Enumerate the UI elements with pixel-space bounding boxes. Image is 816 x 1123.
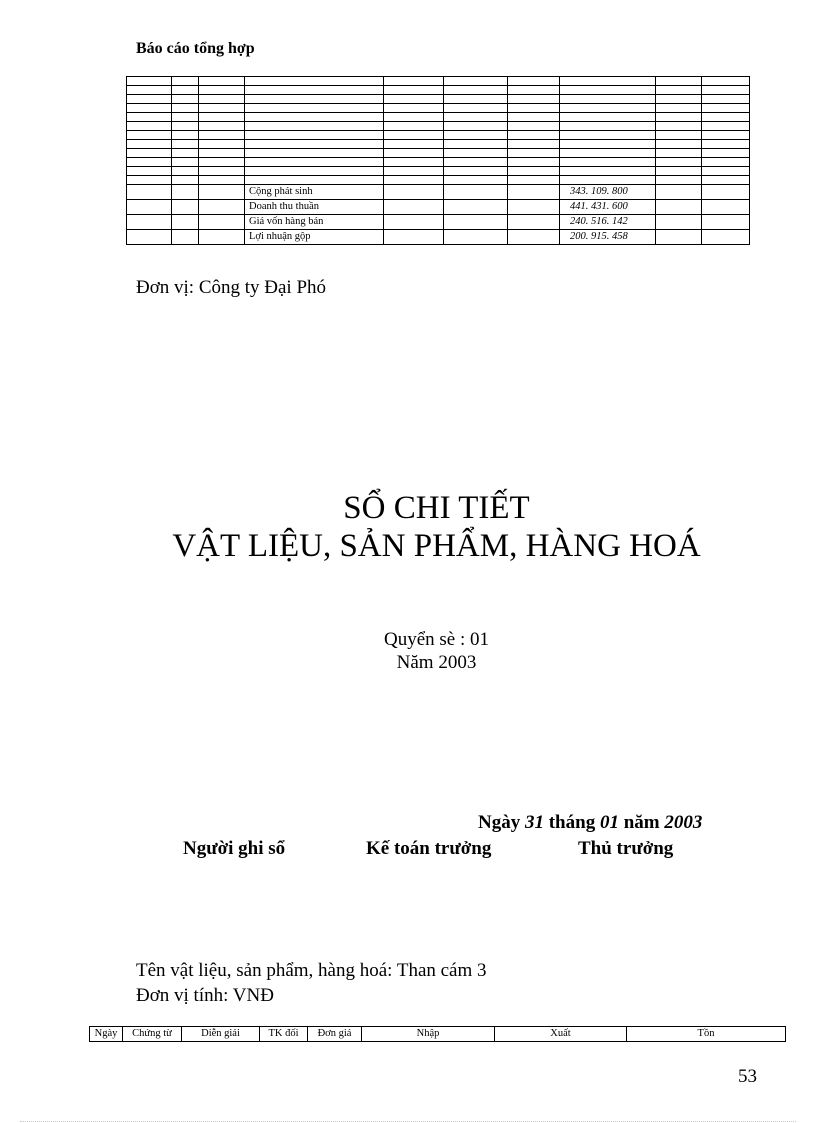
volume-number: Quyển sè : 01 [383, 629, 489, 650]
summary-value: 343. 109. 800 [560, 185, 656, 200]
signature-chief-accountant: Kế toán trưởng [366, 838, 492, 859]
ledger-col-voucher: Chứng từ [123, 1027, 182, 1042]
blank-row [127, 131, 750, 140]
summary-label: Giá vốn hàng bán [245, 215, 384, 230]
summary-label: Lợi nhuận gộp [245, 230, 384, 245]
date-prefix: Ngày [478, 812, 525, 833]
blank-row [127, 86, 750, 95]
ledger-col-import: Nhập [362, 1027, 495, 1042]
summary-row-gross-profit [127, 230, 750, 245]
summary-row-net-revenue [127, 200, 750, 215]
date-month-label: tháng [543, 812, 600, 833]
book-title-line1: SỔ CHI TIẾT [343, 490, 530, 526]
book-year: Năm 2003 [396, 652, 477, 673]
date-year-label: năm [618, 812, 665, 833]
item-unit-line: Đơn vị tính: VNĐ [136, 985, 274, 1006]
ledger-col-export: Xuất [495, 1027, 627, 1042]
date-month: 01 [599, 812, 619, 833]
summary-row-total-arising [127, 185, 750, 200]
date-day: 31 [524, 812, 544, 833]
blank-row [127, 77, 750, 86]
item-info [136, 958, 487, 1008]
blank-row [127, 158, 750, 167]
blank-row [127, 104, 750, 113]
date-line [478, 812, 702, 834]
blank-row [127, 167, 750, 176]
ledger-col-counter-account: TK đối [260, 1027, 308, 1042]
ledger-col-date: Ngày [90, 1027, 123, 1042]
page-number: 53 [738, 1066, 757, 1087]
date-year: 2003 [664, 812, 703, 833]
blank-row [127, 176, 750, 185]
ledger-header-row [90, 1027, 786, 1042]
ledger-col-unit-price: Đơn giá [308, 1027, 362, 1042]
summary-value: 200. 915. 458 [560, 230, 656, 245]
book-meta [0, 628, 816, 674]
summary-value: 441. 431. 600 [560, 200, 656, 215]
blank-row [127, 140, 750, 149]
summary-row-cost-of-goods [127, 215, 750, 230]
ledger-col-description: Diễn giải [182, 1027, 260, 1042]
signature-director: Thủ trưởng [578, 838, 674, 859]
ledger-col-balance: Tồn [627, 1027, 786, 1042]
company-unit-line: Đơn vị: Công ty Đại Phó [136, 277, 327, 298]
summary-label: Doanh thu thuần [245, 200, 384, 215]
blank-row [127, 113, 750, 122]
book-title [0, 489, 816, 565]
ledger-header-table [89, 1026, 786, 1042]
blank-row [127, 122, 750, 131]
item-name-line: Tên vật liệu, sản phẩm, hàng hoá: Than cám 3 [136, 960, 487, 981]
blank-row [127, 149, 750, 158]
report-title: Báo cáo tổng hợp [136, 40, 255, 57]
summary-label: Cộng phát sinh [245, 185, 384, 200]
summary-value: 240. 516. 142 [560, 215, 656, 230]
signature-recorder: Người ghi sổ [183, 838, 286, 859]
blank-row [127, 95, 750, 104]
summary-table [126, 76, 750, 245]
book-title-line2: VẬT LIỆU, SẢN PHẨM, HÀNG HOÁ [172, 528, 701, 564]
page-bottom-divider [20, 1121, 796, 1122]
